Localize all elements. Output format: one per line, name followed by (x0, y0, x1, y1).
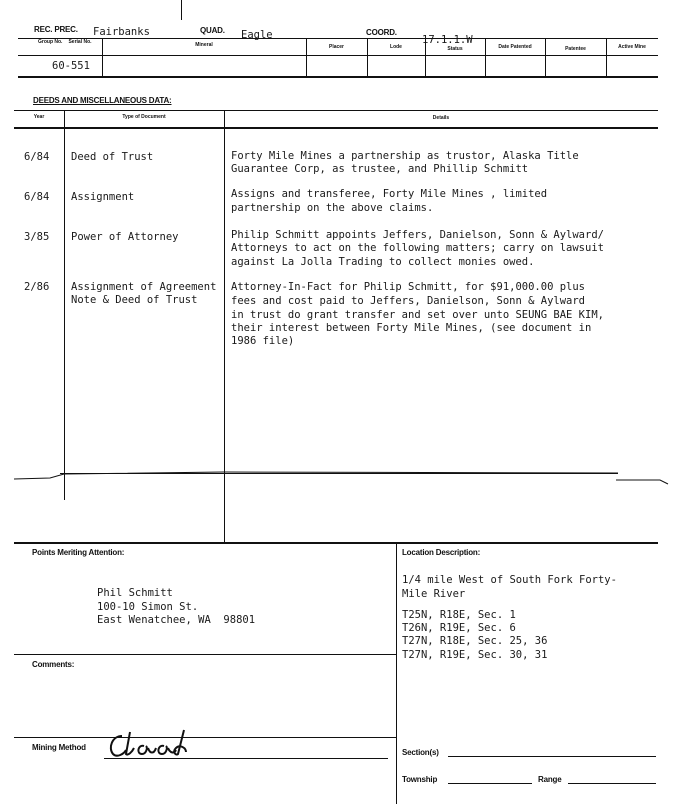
serial-value: 60-551 (52, 60, 90, 72)
col-group-no: Group No. (38, 39, 63, 45)
points-label: Points Meriting Attention: (32, 548, 125, 557)
comments-label: Comments: (32, 660, 75, 669)
col-date-patented: Date Patented (498, 44, 532, 50)
row-details-line: against La Jolla Trading to collect monies owed. (231, 256, 535, 268)
quad-label: QUAD. (200, 26, 225, 35)
col-serial-no: Serial No. (68, 39, 92, 45)
row-details-line: Philip Schmitt appoints Jeffers, Danielson, Sonn & Aylward/ (231, 229, 604, 241)
col-patentee: Patentee (565, 46, 586, 52)
location-line: Mile River (402, 588, 466, 600)
location-line: T26N, R19E, Sec. 6 (402, 622, 516, 634)
location-line: T27N, R18E, Sec. 25, 36 (402, 635, 548, 647)
range-label: Range (538, 775, 562, 784)
address-line: East Wenatchee, WA 98801 (97, 614, 256, 626)
address-line: Phil Schmitt (97, 587, 173, 599)
deeds-title: DEEDS AND MISCELLANEOUS DATA: (33, 96, 172, 105)
coord-label: COORD. (366, 28, 397, 37)
row-year: 6/84 (24, 151, 50, 163)
sections-label: Section(s) (402, 748, 439, 757)
row-details-line: Assigns and transferee, Forty Mile Mines , limited (231, 188, 548, 200)
row-details-line: their interest between Forty Mile Mines, (see document in (231, 322, 592, 334)
col-status: Status (447, 46, 463, 52)
row-details-line: Guarantee Corp, as trustee, and Phillip Schmitt (231, 163, 529, 175)
row-year: 2/86 (24, 281, 50, 293)
location-label: Location Description: (402, 548, 481, 557)
row-details-line: Attorney-In-Fact for Philip Schmitt, for $91,000.00 plus (231, 281, 586, 293)
row-type: Assignment of Agreement (71, 281, 217, 293)
row-details-line: 1986 file) (231, 335, 295, 347)
col-type: Type of Document (122, 114, 166, 120)
quad-value: Eagle (241, 29, 273, 41)
row-type: Assignment (71, 191, 135, 203)
row-type: Deed of Trust (71, 151, 154, 163)
row-details-line: partnership on the above claims. (231, 202, 434, 214)
col-mineral: Mineral (195, 42, 213, 48)
mining-method-signature (104, 726, 194, 762)
col-details: Details (432, 115, 450, 121)
location-line: 1/4 mile West of South Fork Forty- (402, 574, 617, 586)
col-placer: Placer (328, 44, 344, 50)
fold-line (0, 466, 678, 490)
mining-method-label: Mining Method (32, 743, 86, 752)
rec-prec-label: REC. PREC. (34, 25, 78, 34)
rec-prec-value: Fairbanks (93, 26, 150, 38)
row-year: 3/85 (24, 231, 50, 243)
row-details-line: Attorneys to act on the following matters; carry on lawsuit (231, 242, 604, 254)
col-lode: Lode (390, 44, 402, 50)
col-active-mine: Active Mine (618, 44, 646, 50)
row-type: Power of Attorney (71, 231, 179, 243)
location-line: T27N, R19E, Sec. 30, 31 (402, 649, 548, 661)
row-details-line: Forty Mile Mines a partnership as trustor, Alaska Title (231, 150, 579, 162)
row-year: 6/84 (24, 191, 50, 203)
location-line: T25N, R18E, Sec. 1 (402, 609, 516, 621)
col-year: Year (33, 114, 45, 120)
row-details-line: in trust do grant transfer and set over unto SEUNG BAE KIM, (231, 309, 604, 321)
row-type: Note & Deed of Trust (71, 294, 198, 306)
township-label: Township (402, 775, 438, 784)
address-line: 100-10 Simon St. (97, 601, 199, 613)
row-details-line: fees and cost paid to Jeffers, Danielson, Sonn & Aylward (231, 295, 586, 307)
coord-value: 17.1.1.W (422, 34, 473, 46)
